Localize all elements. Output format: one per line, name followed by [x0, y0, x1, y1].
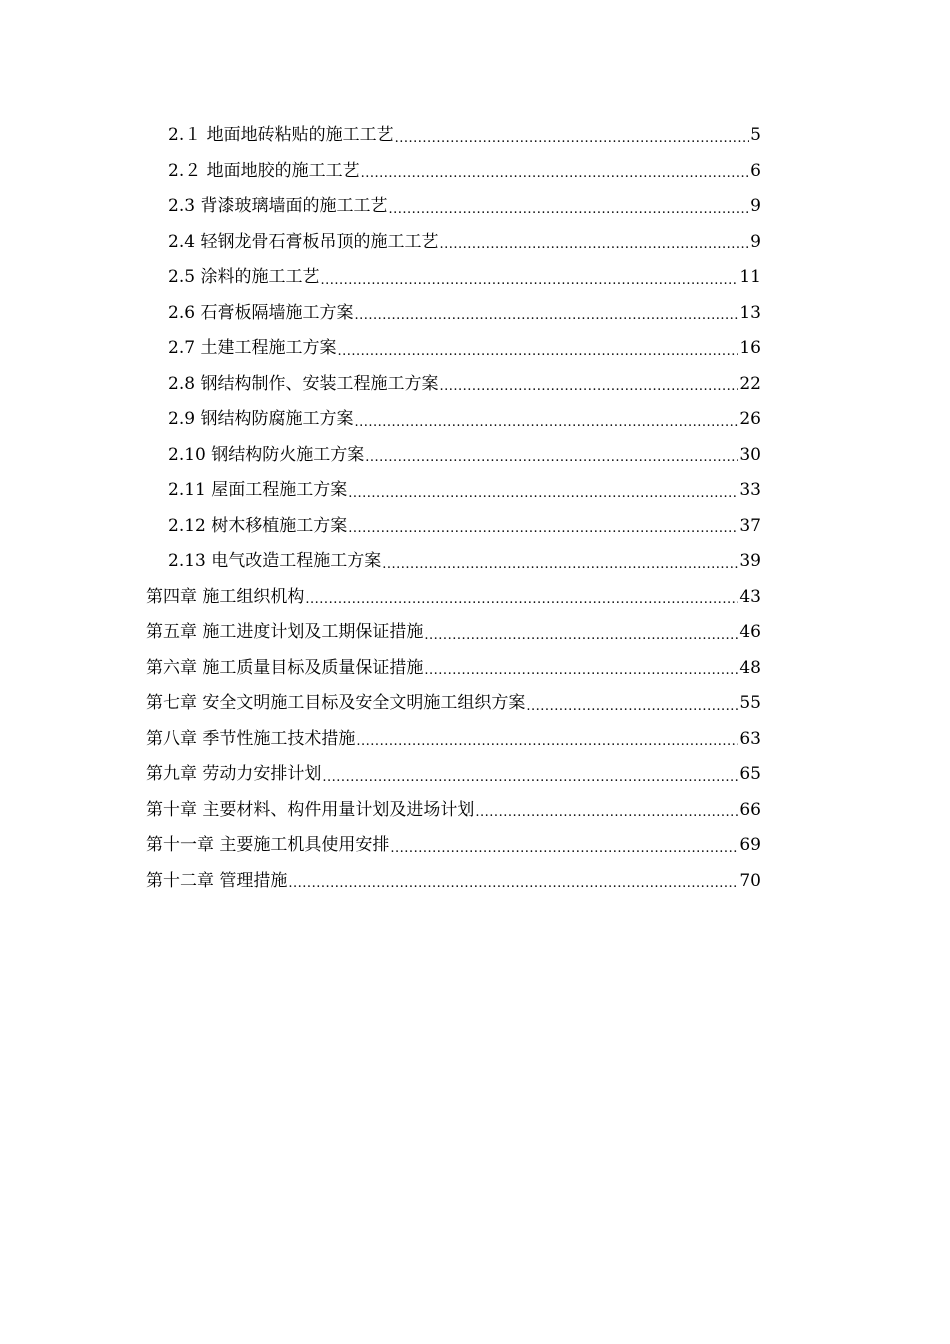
toc-entry-title: 第六章 施工质量目标及质量保证措施	[146, 657, 424, 678]
toc-entry[interactable]	[0, 544, 761, 580]
toc-entry-page: 9	[750, 196, 761, 216]
toc-dot-leader	[423, 615, 738, 651]
toc-entry[interactable]	[0, 473, 761, 509]
toc-entry[interactable]	[0, 509, 761, 545]
toc-entry-title: 2.10 钢结构防火施工方案	[168, 444, 365, 465]
toc-entry[interactable]	[0, 260, 761, 296]
toc-entry-title: 2.１ 地面地砖粘贴的施工工艺	[168, 125, 394, 145]
toc-chapter-entry[interactable]	[0, 793, 761, 829]
toc-entry-page: 55	[739, 693, 761, 713]
toc-entry-page: 43	[739, 586, 761, 607]
toc-chapter-entry[interactable]	[0, 651, 761, 687]
toc-chapter-entry[interactable]	[0, 722, 761, 758]
toc-entry-page: 16	[739, 338, 761, 358]
toc-dot-leader	[394, 118, 750, 154]
toc-dot-leader	[336, 331, 738, 367]
toc-entry-title: 第四章 施工组织机构	[146, 586, 305, 607]
toc-dot-leader	[387, 189, 749, 225]
toc-entry-page: 63	[739, 728, 761, 749]
toc-entry-page: 6	[750, 160, 761, 181]
toc-entry-page: 46	[739, 622, 761, 642]
toc-entry[interactable]	[0, 118, 761, 154]
toc-chapter-entry[interactable]	[0, 686, 761, 722]
toc-entry-title: 第七章 安全文明施工目标及安全文明施工组织方案	[146, 693, 526, 713]
toc-entry[interactable]	[0, 296, 761, 332]
toc-entry-page: 26	[739, 409, 761, 429]
toc-entry-title: 2.4 轻钢龙骨石膏板吊顶的施工工艺	[168, 231, 439, 252]
toc-entry[interactable]	[0, 331, 761, 367]
toc-entry-page: 13	[739, 302, 761, 323]
toc-entry-page: 48	[739, 657, 761, 678]
toc-entry-title: 2.8 钢结构制作、安装工程施工方案	[168, 373, 439, 394]
toc-entry-title: 2.２ 地面地胶的施工工艺	[168, 160, 360, 181]
toc-dot-leader	[347, 509, 738, 545]
toc-chapter-entry[interactable]	[0, 615, 761, 651]
toc-dot-leader	[304, 580, 738, 616]
toc-entry-page: 5	[750, 125, 761, 145]
toc-entry-title: 2.11 屋面工程施工方案	[168, 480, 348, 500]
toc-entry-page: 37	[739, 515, 761, 536]
toc-entry-page: 69	[739, 835, 761, 855]
toc-dot-leader	[353, 296, 738, 332]
toc-dot-leader	[321, 757, 738, 793]
toc-chapter-entry[interactable]	[0, 580, 761, 616]
toc-entry-page: 22	[739, 373, 761, 394]
toc-dot-leader	[347, 473, 738, 509]
toc-dot-leader	[319, 260, 738, 296]
toc-entry[interactable]	[0, 225, 761, 261]
toc-entry-title: 2.12 树木移植施工方案	[168, 515, 348, 536]
toc-dot-leader	[423, 651, 738, 687]
toc-dot-leader	[474, 793, 738, 829]
toc-entry-title: 第十一章 主要施工机具使用安排	[146, 835, 390, 855]
toc-dot-leader	[381, 544, 738, 580]
toc-entry-page: 30	[739, 444, 761, 465]
toc-dot-leader	[438, 367, 738, 403]
toc-dot-leader	[364, 438, 738, 474]
toc-entry-title: 第五章 施工进度计划及工期保证措施	[146, 622, 424, 642]
toc-entry[interactable]	[0, 438, 761, 474]
toc-entry-title: 第十二章 管理措施	[146, 870, 288, 891]
toc-entry-title: 2.5 涂料的施工工艺	[168, 267, 320, 287]
toc-entry-page: 70	[739, 870, 761, 891]
toc-entry-title: 2.6 石膏板隔墙施工方案	[168, 302, 354, 323]
toc-entry-page: 33	[739, 480, 761, 500]
toc-chapter-entry[interactable]	[0, 757, 761, 793]
toc-entry-page: 39	[739, 551, 761, 571]
toc-entry-page: 65	[739, 764, 761, 784]
toc-entry-title: 2.13 电气改造工程施工方案	[168, 551, 382, 571]
toc-entry[interactable]	[0, 402, 761, 438]
toc-dot-leader	[525, 686, 738, 722]
table-of-contents	[0, 118, 950, 899]
toc-entry-title: 2.7 土建工程施工方案	[168, 338, 337, 358]
toc-entry[interactable]	[0, 367, 761, 403]
toc-dot-leader	[389, 828, 738, 864]
toc-entry-title: 第九章 劳动力安排计划	[146, 764, 322, 784]
toc-entry-page: 66	[739, 799, 761, 820]
toc-chapter-entry[interactable]	[0, 828, 761, 864]
toc-dot-leader	[438, 225, 749, 261]
toc-dot-leader	[353, 402, 738, 438]
toc-entry-page: 9	[750, 231, 761, 252]
toc-entry-title: 第十章 主要材料、构件用量计划及进场计划	[146, 799, 475, 820]
toc-entry[interactable]	[0, 189, 761, 225]
toc-entry-title: 2.3 背漆玻璃墙面的施工工艺	[168, 196, 388, 216]
toc-entry-title: 第八章 季节性施工技术措施	[146, 728, 356, 749]
toc-entry[interactable]	[0, 154, 761, 190]
toc-dot-leader	[287, 864, 738, 900]
toc-chapter-entry[interactable]	[0, 864, 761, 900]
toc-entry-title: 2.9 钢结构防腐施工方案	[168, 409, 354, 429]
toc-entry-page: 11	[739, 267, 761, 287]
toc-dot-leader	[355, 722, 738, 758]
toc-dot-leader	[360, 154, 750, 190]
